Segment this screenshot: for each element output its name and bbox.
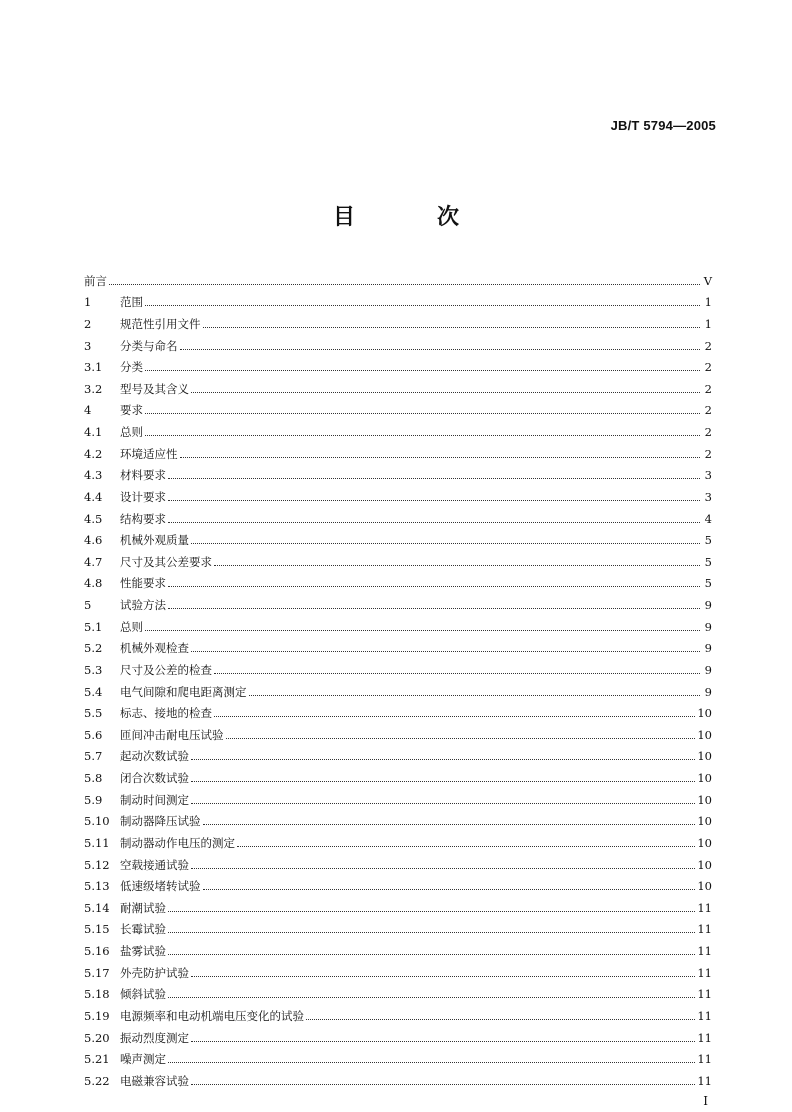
toc-entry-label: 倾斜试验	[120, 987, 166, 1002]
toc-leader-dots	[249, 695, 701, 696]
toc-leader-dots	[191, 651, 700, 652]
toc-entry-page: 10	[697, 814, 712, 829]
toc-entry-page: 5	[704, 533, 712, 548]
toc-entry[interactable]	[84, 634, 712, 656]
toc-entry-page: 10	[697, 792, 712, 807]
toc-leader-dots	[145, 305, 700, 306]
toc-entry-label: 试验方法	[120, 598, 166, 612]
toc-leader-dots	[168, 1062, 695, 1063]
toc-entry-number: 5.14	[84, 900, 110, 915]
toc-entry-page: V	[703, 273, 712, 288]
toc-entry-number: 5.15	[84, 922, 110, 937]
toc-entry-label: 规范性引用文件	[120, 316, 201, 331]
toc-entry-page: 11	[697, 944, 712, 958]
toc-entry-number: 5.9	[84, 792, 103, 807]
toc-entry-page: 11	[697, 1073, 712, 1088]
toc-entry-page: 11	[697, 900, 712, 915]
toc-entry-page: 1	[704, 295, 712, 310]
toc-entry-page: 3	[704, 468, 712, 483]
toc-entry[interactable]	[84, 980, 712, 1002]
toc-entry[interactable]	[84, 569, 712, 591]
toc-entry-label: 长霉试验	[120, 922, 166, 937]
toc-entry[interactable]	[84, 309, 712, 331]
toc-leader-dots	[145, 435, 700, 436]
toc-entry[interactable]	[84, 331, 712, 353]
toc-entry-number: 4.2	[84, 446, 103, 461]
toc-entry-number: 5.2	[84, 641, 103, 656]
toc-entry-page: 11	[697, 1052, 712, 1067]
toc-leader-dots	[203, 327, 701, 328]
toc-entry-number: 1	[84, 295, 92, 310]
toc-entry-label: 总则	[120, 425, 143, 439]
toc-entry-label: 机械外观检查	[120, 641, 189, 656]
toc-entry-number: 4.5	[84, 511, 103, 526]
toc-leader-dots	[191, 1084, 695, 1085]
toc-entry-number: 4.6	[84, 533, 103, 548]
toc-entry-page: 9	[704, 662, 712, 677]
toc-leader-dots	[306, 1019, 695, 1020]
toc-entry-label: 振动烈度测定	[120, 1030, 189, 1045]
toc-entry-label: 低速级堵转试验	[120, 879, 201, 894]
toc-leader-dots	[168, 478, 700, 479]
toc-entry-label: 制动时间测定	[120, 792, 189, 807]
toc-leader-dots	[180, 457, 701, 458]
toc-leader-dots	[237, 846, 695, 847]
toc-entry[interactable]	[84, 828, 712, 850]
toc-leader-dots	[168, 954, 695, 955]
toc-entry[interactable]	[84, 936, 712, 958]
toc-entry[interactable]	[84, 353, 712, 375]
toc-entry-page: 9	[704, 684, 712, 699]
toc-entry-label: 外壳防护试验	[120, 965, 189, 980]
toc-entry-page: 1	[704, 316, 712, 331]
toc-entry[interactable]	[84, 850, 712, 872]
toc-entry-page: 2	[704, 338, 712, 353]
toc-leader-dots	[180, 349, 701, 350]
toc-entry-page: 9	[704, 641, 712, 656]
toc-entry[interactable]	[84, 374, 712, 396]
standard-code: JB/T 5794—2005	[610, 118, 716, 133]
toc-entry-page: 10	[697, 879, 712, 894]
toc-entry-label: 要求	[120, 403, 143, 418]
toc-entry-page: 2	[704, 360, 712, 375]
toc-entry-page: 9	[704, 598, 712, 612]
toc-leader-dots	[214, 673, 700, 674]
toc-entry-page: 11	[697, 987, 712, 1002]
toc-entry-page: 10	[697, 771, 712, 785]
toc-leader-dots	[203, 824, 696, 825]
toc-entry-number: 5.8	[84, 771, 103, 785]
toc-entry-number: 5.18	[84, 987, 110, 1002]
toc-leader-dots	[191, 868, 695, 869]
toc-entry[interactable]	[84, 655, 712, 677]
toc-entry-label: 噪声测定	[120, 1052, 166, 1067]
toc-entry-page: 5	[704, 576, 712, 591]
toc-entry-number: 5.19	[84, 1008, 110, 1023]
toc-entry-number: 5.3	[84, 662, 103, 677]
toc-entry-label: 总则	[120, 619, 143, 634]
toc-entry-page: 11	[697, 922, 712, 937]
toc-leader-dots	[214, 565, 700, 566]
toc-entry[interactable]	[84, 504, 712, 526]
toc-entry[interactable]	[84, 547, 712, 569]
toc-leader-dots	[168, 608, 700, 609]
toc-entry-label: 尺寸及公差的检查	[120, 662, 212, 677]
toc-leader-dots	[145, 630, 700, 631]
toc-entry[interactable]	[84, 461, 712, 483]
toc-entry-label: 标志、接地的检查	[120, 706, 212, 721]
toc-entry-page: 2	[704, 446, 712, 461]
toc-entry-page: 11	[697, 1030, 712, 1045]
toc-entry-label: 结构要求	[120, 511, 166, 526]
toc-entry-label: 匝间冲击耐电压试验	[120, 727, 224, 742]
toc-entry-number: 4.8	[84, 576, 103, 591]
toc-entry[interactable]	[84, 396, 712, 418]
toc-entry-number: 5.21	[84, 1052, 110, 1067]
toc-entry[interactable]	[84, 1001, 712, 1023]
toc-entry-page: 10	[697, 749, 712, 764]
toc-entry-page: 2	[704, 425, 712, 439]
toc-entry-page: 10	[697, 835, 712, 850]
page-title: 目 次	[332, 204, 489, 230]
toc-entry-number: 5.10	[84, 814, 110, 829]
toc-entry[interactable]	[84, 742, 712, 764]
toc-entry[interactable]	[84, 720, 712, 742]
toc-entry-number: 5.12	[84, 857, 110, 872]
toc-entry-page: 11	[697, 1008, 712, 1023]
toc-entry-label: 起动次数试验	[120, 749, 189, 764]
toc-entry-label: 机械外观质量	[120, 533, 189, 548]
toc-leader-dots	[145, 413, 700, 414]
toc-entry-label: 电源频率和电动机端电压变化的试验	[120, 1008, 304, 1023]
toc-entry[interactable]	[84, 785, 712, 807]
toc-entry-page: 3	[704, 489, 712, 504]
toc-entry[interactable]	[84, 763, 712, 785]
toc-entry-page: 2	[704, 403, 712, 418]
toc-entry[interactable]	[84, 612, 712, 634]
toc-leader-dots	[214, 716, 695, 717]
toc-entry[interactable]	[84, 417, 712, 439]
toc-leader-dots	[168, 586, 700, 587]
toc-entry-page: 4	[704, 511, 712, 526]
toc-entry-label: 闭合次数试验	[120, 771, 189, 785]
toc-entry-page: 10	[697, 727, 712, 742]
toc-entry-page: 2	[704, 381, 712, 396]
toc-entry-number: 5.7	[84, 749, 103, 764]
toc-entry-number: 5.5	[84, 706, 103, 721]
toc-entry-number: 4.3	[84, 468, 103, 483]
toc-entry-label: 分类	[120, 360, 143, 375]
toc-entry-number: 5.1	[84, 619, 103, 634]
toc-entry-label: 范围	[120, 295, 143, 310]
toc-entry-label: 空载接通试验	[120, 857, 189, 872]
toc-entry-label: 分类与命名	[120, 338, 178, 353]
toc-entry-number: 5.13	[84, 879, 110, 894]
toc-entry[interactable]	[84, 893, 712, 915]
toc-entry-number: 5.22	[84, 1073, 110, 1088]
toc-leader-dots	[226, 738, 696, 739]
toc-leader-dots	[168, 500, 700, 501]
toc-entry-label: 材料要求	[120, 468, 166, 483]
toc-leader-dots	[191, 543, 700, 544]
toc-entry-label: 环境适应性	[120, 446, 178, 461]
toc-leader-dots	[191, 759, 695, 760]
toc-entry[interactable]	[84, 677, 712, 699]
toc-leader-dots	[168, 997, 695, 998]
toc-entry-number: 5.11	[84, 835, 110, 850]
toc-entry-label: 型号及其含义	[120, 381, 189, 396]
toc-entry-page: 10	[697, 857, 712, 872]
toc-entry-number: 4.7	[84, 554, 103, 569]
toc-leader-dots	[168, 522, 700, 523]
toc-entry-label: 制动器动作电压的测定	[120, 835, 235, 850]
toc-leader-dots	[145, 370, 700, 371]
toc-entry[interactable]	[84, 872, 712, 894]
toc-entry-page: 5	[704, 554, 712, 569]
toc-entry[interactable]	[84, 807, 712, 829]
toc-entry-label: 盐雾试验	[120, 944, 166, 958]
toc-entry[interactable]	[84, 590, 712, 612]
toc-entry[interactable]	[84, 288, 712, 310]
toc-entry-number: 5	[84, 598, 92, 612]
toc-leader-dots	[191, 781, 695, 782]
toc-entry-label: 电气间隙和爬电距离测定	[120, 684, 247, 699]
toc-entry[interactable]	[84, 699, 712, 721]
toc-entry-number: 3.2	[84, 381, 103, 396]
toc-entry-number: 2	[84, 316, 92, 331]
toc-entry-label: 耐潮试验	[120, 900, 166, 915]
page-number: I	[703, 1094, 708, 1108]
toc-entry-number: 3.1	[84, 360, 103, 375]
toc-entry-page: 11	[697, 965, 712, 980]
toc-leader-dots	[203, 889, 696, 890]
toc-entry[interactable]	[84, 915, 712, 937]
toc-entry-number: 5.20	[84, 1030, 110, 1045]
toc-entry[interactable]	[84, 266, 712, 288]
toc-entry[interactable]	[84, 482, 712, 504]
toc-entry-number: 5.6	[84, 727, 103, 742]
toc-leader-dots	[109, 284, 700, 285]
toc-entry-label: 尺寸及其公差要求	[120, 554, 212, 569]
toc-entry[interactable]	[84, 439, 712, 461]
toc-entry-label: 制动器降压试验	[120, 814, 201, 829]
toc-leader-dots	[168, 932, 695, 933]
toc-entry-number: 5.16	[84, 944, 110, 958]
toc-entry-page: 9	[704, 619, 712, 634]
toc-leader-dots	[191, 976, 695, 977]
toc-entry[interactable]	[84, 1023, 712, 1045]
toc-entry-number: 4.4	[84, 489, 103, 504]
toc-leader-dots	[191, 392, 700, 393]
toc-entry-number: 5.17	[84, 965, 110, 980]
toc-entry-number: 5.4	[84, 684, 103, 699]
toc-entry-number: 4.1	[84, 425, 103, 439]
toc-entry-number: 4	[84, 403, 92, 418]
toc-entry-number: 3	[84, 338, 92, 353]
toc-entry-page: 10	[697, 706, 712, 721]
toc-leader-dots	[191, 1041, 695, 1042]
toc-leader-dots	[191, 803, 695, 804]
toc-entry-label: 电磁兼容试验	[120, 1073, 189, 1088]
toc-entry-label: 设计要求	[120, 489, 166, 504]
toc-entry-label: 前言	[84, 273, 107, 288]
toc-entry[interactable]	[84, 1045, 712, 1067]
toc-entry[interactable]	[84, 526, 712, 548]
toc-entry[interactable]	[84, 1066, 712, 1088]
table-of-contents	[84, 266, 712, 1088]
toc-leader-dots	[168, 911, 695, 912]
toc-entry[interactable]	[84, 958, 712, 980]
toc-entry-label: 性能要求	[120, 576, 166, 591]
